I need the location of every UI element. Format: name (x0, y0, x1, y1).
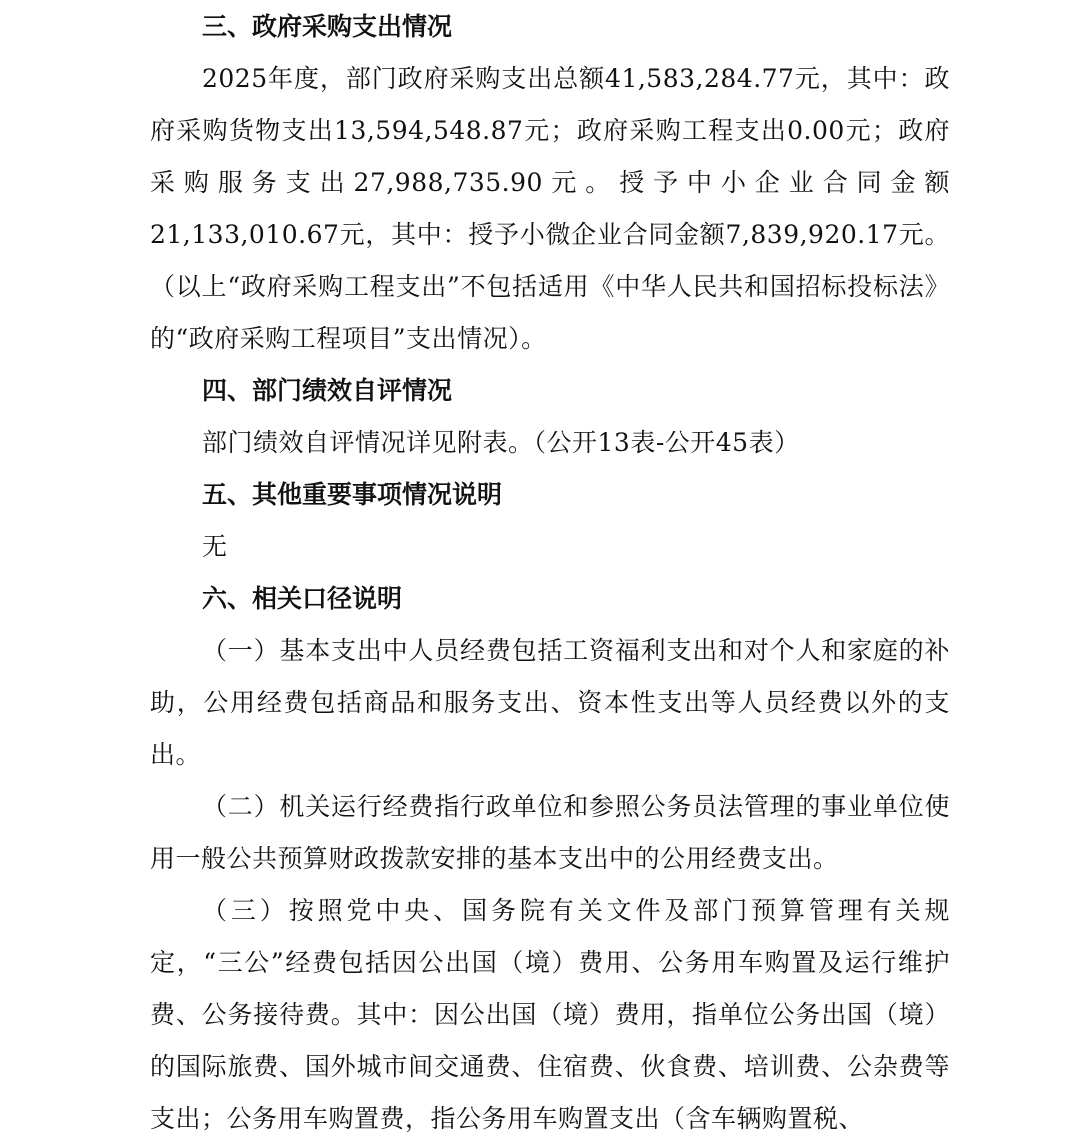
section-paragraph: （二）机关运行经费指行政单位和参照公务员法管理的事业单位使用一般公共预算财政拨款安排的基本支出中的公用经费支出。 (150, 792, 950, 873)
section-heading: 三、政府采购支出情况 (202, 12, 453, 41)
section-heading: 四、部门绩效自评情况 (202, 376, 453, 405)
section-paragraph: （一）基本支出中人员经费包括工资福利支出和对个人和家庭的补助，公用经费包括商品和服务支出、资本性支出等人员经费以外的支出。 (150, 636, 950, 769)
section-heading: 六、相关口径说明 (202, 584, 403, 613)
section-paragraph: 无 (202, 532, 228, 561)
section-performance-self-evaluation (150, 365, 950, 469)
section-paragraph: 部门绩效自评情况详见附表。（公开13表-公开45表） (202, 428, 800, 457)
section-definitions (150, 573, 950, 1145)
section-other-important-matters (150, 469, 950, 573)
section-paragraph: 2025年度，部门政府采购支出总额41,583,284.77元，其中：政府采购货物支出13,594,548.87元；政府采购工程支出0.00元；政府采购服务支出27,988,735.90元。授予中小企业合同金额21,133,010.67元，其中：授予小微企业合同金额7,839,920.17元。（以上“政府采购工程支出”不包括适用《中华人民共和国招标投标法》的“政府采购工程项目”支出情况）。 (150, 64, 950, 353)
section-heading: 五、其他重要事项情况说明 (202, 480, 503, 509)
section-paragraph: （三）按照党中央、国务院有关文件及部门预算管理有关规定，“三公”经费包括因公出国（境）费用、公务用车购置及运行维护费、公务接待费。其中：因公出国（境）费用，指单位公务出国（境）的国际旅费、国外城市间交通费、住宿费、伙食费、培训费、公杂费等支出；公务用车购置费，指公务用车购置支出（含车辆购置税、 (150, 896, 950, 1133)
document-page (150, 0, 950, 1145)
section-government-procurement (150, 0, 950, 365)
